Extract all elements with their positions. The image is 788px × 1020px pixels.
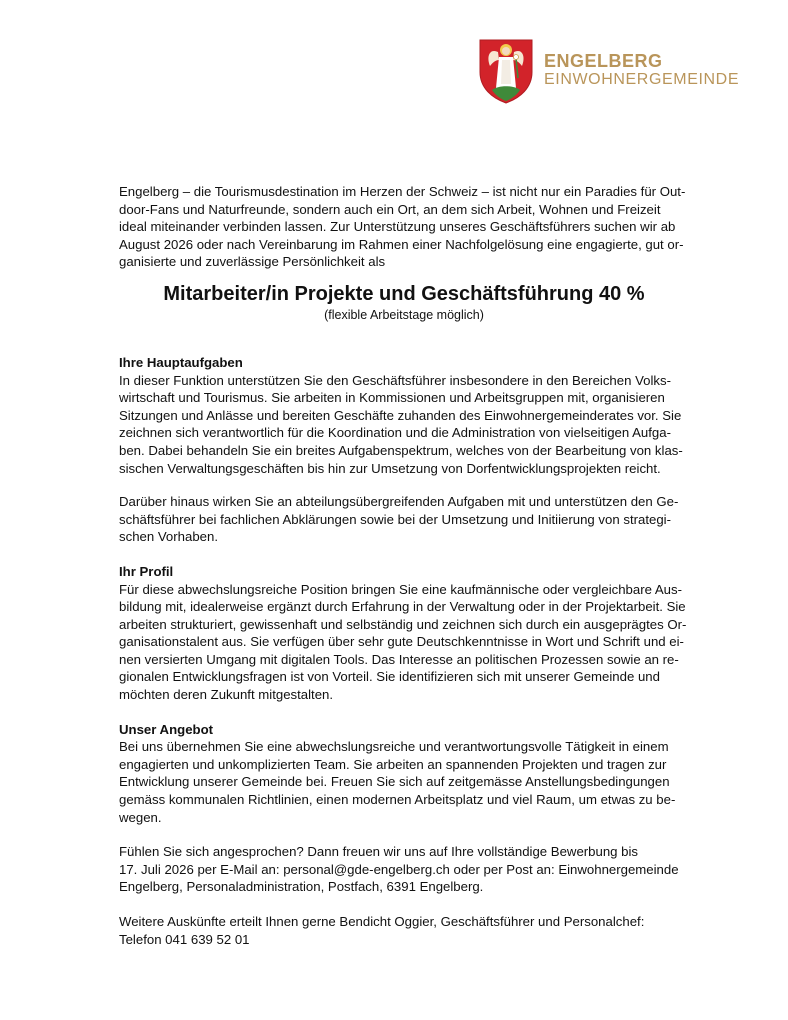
- offer-line: gemäss kommunalen Richtlinien, einen modernen Arbeitsplatz und viel Raum, um etwas zu be-: [119, 792, 676, 808]
- tasks-paragraph-2: [119, 493, 689, 546]
- intro-line: ganisierte und zuverlässige Persönlichkeit als: [119, 254, 386, 270]
- profile-line: Für diese abwechslungsreiche Position bringen Sie eine kaufmännische oder vergleichbare Aus-: [119, 581, 682, 597]
- job-title: Mitarbeiter/in Projekte und Geschäftsführung 40 %: [163, 282, 645, 305]
- intro-paragraph: [119, 183, 689, 271]
- application-line: Engelberg, Personaladministration, Postfach, 6391 Engelberg.: [119, 879, 484, 895]
- tasks-line: wirtschaft und Tourismus. Sie arbeiten in Kommissionen und Arbeitsgruppen mit, organisieren: [119, 390, 665, 406]
- intro-line: Engelberg – die Tourismusdestination im Herzen der Schweiz – ist nicht nur ein Paradies für Out-: [119, 184, 686, 199]
- contact-line: Telefon 041 639 52 01: [119, 931, 250, 947]
- job-advert: [119, 183, 689, 948]
- intro-line: ideal miteinander verbinden lassen. Zur Unterstützung unseres Geschäftsführers suchen wir ab: [119, 219, 676, 235]
- offer-line: Bei uns übernehmen Sie eine abwechslungsreiche und verantwortungsvolle Tätigkeit in einem: [119, 739, 669, 755]
- profile-heading: Ihr Profil: [119, 563, 174, 579]
- offer-line: Entwicklung unserer Gemeinde bei. Freuen Sie sich auf zeitgemässe Anstellungsbedingungen: [119, 774, 670, 790]
- logo-line-engelberg: ENGELBERG: [544, 51, 663, 71]
- profile-line: bildung mit, idealerweise ergänzt durch Erfahrung in der Verwaltung oder in der Projektarbeit. Sie: [119, 599, 686, 615]
- tasks-heading: Ihre Hauptaufgaben: [119, 354, 243, 370]
- offer-heading: Unser Angebot: [119, 721, 214, 737]
- profile-line: möchten deren Zukunft mitgestalten.: [119, 687, 334, 703]
- tasks-paragraph: [119, 372, 689, 478]
- profile-line: arbeiten strukturiert, gewissenhaft und selbständig und zeichnen sich durch ein ausgeprägtes Or-: [119, 616, 687, 632]
- profile-line: ganisationstalent aus. Sie verfügen über sehr gute Deutschkenntnisse in Wort und Schrift und ei-: [119, 634, 684, 650]
- offer-paragraph: [119, 738, 689, 826]
- job-subtitle: (flexible Arbeitstage möglich): [324, 307, 484, 322]
- profile-line: nen versierten Umgang mit digitalen Tools. Das Interesse an politischen Prozessen sowie an re-: [119, 651, 679, 667]
- tasks-line: Darüber hinaus wirken Sie an abteilungsübergreifenden Aufgaben mit und unterstützen den Ge-: [119, 494, 679, 510]
- tasks-line: schen Vorhaben.: [119, 529, 218, 545]
- profile-paragraph: [119, 581, 689, 704]
- contact-line: Weitere Auskünfte erteilt Ihnen gerne Bendicht Oggier, Geschäftsführer und Personalchef:: [119, 914, 645, 929]
- application-line: Fühlen Sie sich angesprochen? Dann freuen wir uns auf Ihre vollständige Bewerbung bis: [119, 844, 639, 860]
- intro-line: door-Fans und Naturfreunde, sondern auch ein Ort, an dem sich Arbeit, Wohnen und Freizeit: [119, 201, 661, 217]
- engelberg-crest-icon: [478, 38, 534, 104]
- offer-line: engagierten und unkomplizierten Team. Sie arbeiten an spannenden Projekten und tragen zur: [119, 756, 667, 772]
- profile-line: gionalen Entwicklungsfragen ist von Vorteil. Sie identifizieren sich mit unserer Gemeinde und: [119, 669, 660, 685]
- offer-line: wegen.: [119, 809, 162, 825]
- tasks-line: sischen Verwaltungsgeschäften bis hin zur Umsetzung von Dorfentwicklungsprojekten reicht.: [119, 460, 661, 476]
- tasks-line: In dieser Funktion unterstützen Sie den Geschäftsführer insbesondere in den Bereichen Volks-: [119, 372, 672, 388]
- tasks-line: schäftsführer bei fachlichen Abklärungen sowie bei der Umsetzung und Initiierung von strategi-: [119, 511, 671, 527]
- job-title-block: [119, 282, 689, 323]
- application-line: 17. Juli 2026 per E-Mail an: personal@gde-engelberg.ch oder per Post an: Einwohnergemeinde: [119, 861, 679, 877]
- contact-paragraph: [119, 913, 689, 948]
- municipality-logo: [478, 38, 740, 104]
- intro-line: August 2026 oder nach Vereinbarung im Rahmen einer Nachfolgelösung eine engagierte, gut or-: [119, 236, 684, 252]
- application-paragraph: [119, 843, 689, 896]
- tasks-line: zeichnen sich verantwortlich für die Koordination und die Administration von vielseitigen Aufga-: [119, 425, 671, 441]
- logo-line-einwohnergemeinde: EINWOHNERGEMEINDE: [544, 71, 740, 88]
- tasks-line: ben. Dabei behandeln Sie ein breites Aufgabenspektrum, welches von der Bearbeitung von klas-: [119, 442, 683, 458]
- tasks-line: Sitzungen und Anlässe und bereiten Geschäfte zuhanden des Einwohnergemeinderates vor. Sie: [119, 407, 682, 423]
